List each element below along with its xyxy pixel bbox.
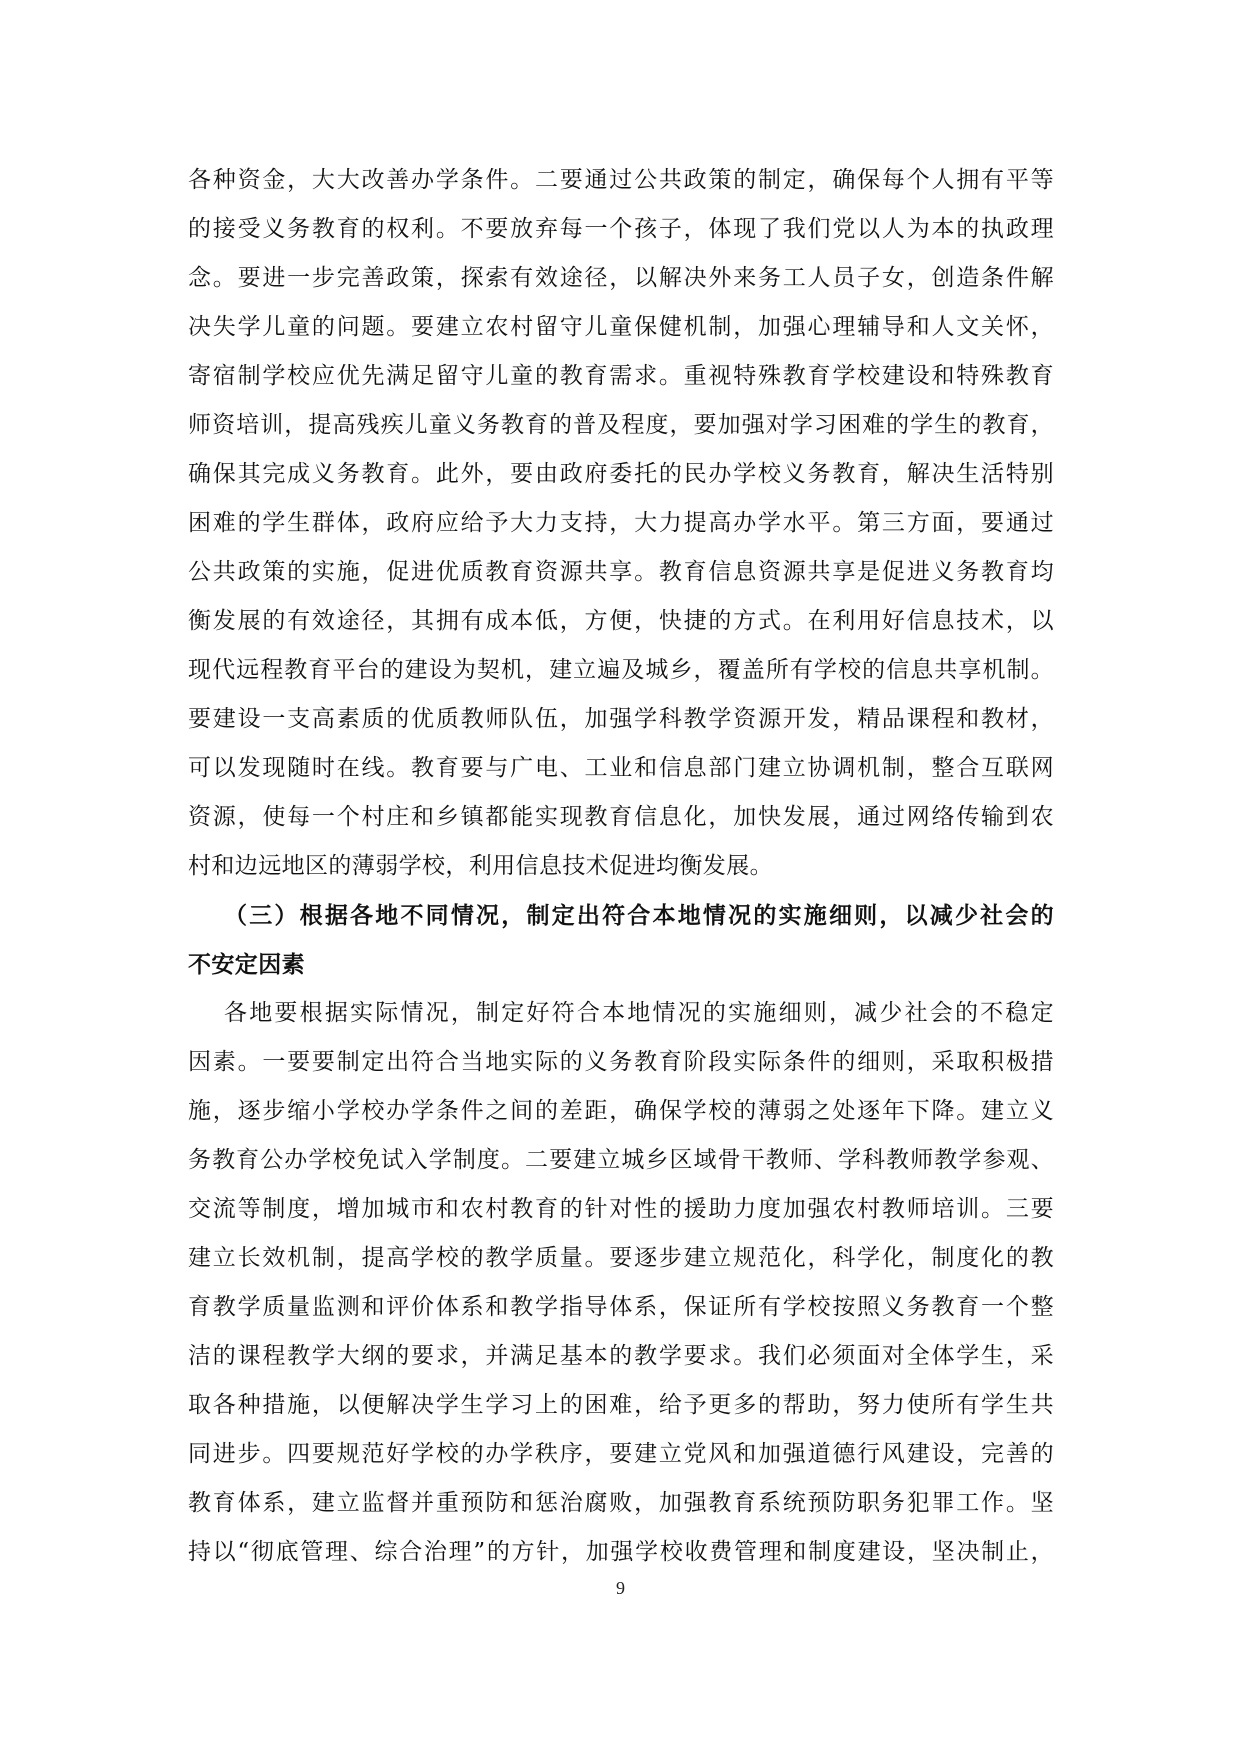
text-line: 各种资金，大大改善办学条件。二要通过公共政策的制定，确保每个人拥有平等 <box>188 167 1054 193</box>
text-line: 公共政策的实施，促进优质教育资源共享。教育信息资源共享是促进义务教育均 <box>188 559 1054 585</box>
text-line: 各地要根据实际情况，制定好符合本地情况的实施细则，减少社会的不稳定 <box>224 1000 1054 1026</box>
text-line: 交流等制度，增加城市和农村教育的针对性的援助力度加强农村教师培训。三要 <box>188 1196 1054 1222</box>
text-line: 因素。一要要制定出符合当地实际的义务教育阶段实际条件的细则，采取积极措 <box>188 1049 1054 1075</box>
text-line: 确保其完成义务教育。此外，要由政府委托的民办学校义务教育，解决生活特别 <box>188 461 1054 487</box>
text-line: 育教学质量监测和评价体系和教学指导体系，保证所有学校按照义务教育一个整 <box>188 1294 1054 1320</box>
page-number: 9 <box>616 1578 625 1598</box>
text-line: 可以发现随时在线。教育要与广电、工业和信息部门建立协调机制，整合互联网 <box>188 755 1054 781</box>
text-line: 持以“彻底管理、综合治理”的方针，加强学校收费管理和制度建设，坚决制止， <box>188 1539 1054 1565</box>
heading-line: （三）根据各地不同情况，制定出符合本地情况的实施细则，以减少社会的 <box>224 902 1054 929</box>
document-body <box>188 156 1054 1577</box>
text-line: 寄宿制学校应优先满足留守儿童的教育需求。重视特殊教育学校建设和特殊教育 <box>188 363 1054 389</box>
text-line: 现代远程教育平台的建设为契机，建立遍及城乡，覆盖所有学校的信息共享机制。 <box>188 657 1054 683</box>
section-heading <box>188 891 1054 989</box>
text-line: 洁的课程教学大纲的要求，并满足基本的教学要求。我们必须面对全体学生，采 <box>188 1343 1054 1369</box>
text-line: 同进步。四要规范好学校的办学秩序，要建立党风和加强道德行风建设，完善的 <box>188 1441 1054 1467</box>
text-line: 困难的学生群体，政府应给予大力支持，大力提高办学水平。第三方面，要通过 <box>188 510 1054 536</box>
text-line: 施，逐步缩小学校办学条件之间的差距，确保学校的薄弱之处逐年下降。建立义 <box>188 1098 1054 1124</box>
text-line: 决失学儿童的问题。要建立农村留守儿童保健机制，加强心理辅导和人文关怀， <box>188 314 1054 340</box>
heading-line: 不安定因素 <box>188 951 305 978</box>
text-line: 建立长效机制，提高学校的教学质量。要逐步建立规范化，科学化，制度化的教 <box>188 1245 1054 1271</box>
text-line: 取各种措施，以便解决学生学习上的困难，给予更多的帮助，努力使所有学生共 <box>188 1392 1054 1418</box>
text-line: 要建设一支高素质的优质教师队伍，加强学科教学资源开发，精品课程和教材， <box>188 706 1054 732</box>
text-line: 的接受义务教育的权利。不要放弃每一个孩子，体现了我们党以人为本的执政理 <box>188 216 1054 242</box>
paragraph-body <box>188 989 1054 1577</box>
text-line: 念。要进一步完善政策，探索有效途径，以解决外来务工人员子女，创造条件解 <box>188 265 1054 291</box>
text-line: 教育体系，建立监督并重预防和惩治腐败，加强教育系统预防职务犯罪工作。坚 <box>188 1490 1054 1516</box>
paragraph-continuation <box>188 156 1054 891</box>
text-line: 村和边远地区的薄弱学校，利用信息技术促进均衡发展。 <box>188 853 773 879</box>
text-line: 务教育公办学校免试入学制度。二要建立城乡区域骨干教师、学科教师教学参观、 <box>188 1147 1054 1173</box>
text-line: 师资培训，提高残疾儿童义务教育的普及程度，要加强对学习困难的学生的教育， <box>188 412 1054 438</box>
text-line: 衡发展的有效途径，其拥有成本低，方便，快捷的方式。在利用好信息技术，以 <box>188 608 1054 634</box>
text-line: 资源，使每一个村庄和乡镇都能实现教育信息化，加快发展，通过网络传输到农 <box>188 804 1054 830</box>
